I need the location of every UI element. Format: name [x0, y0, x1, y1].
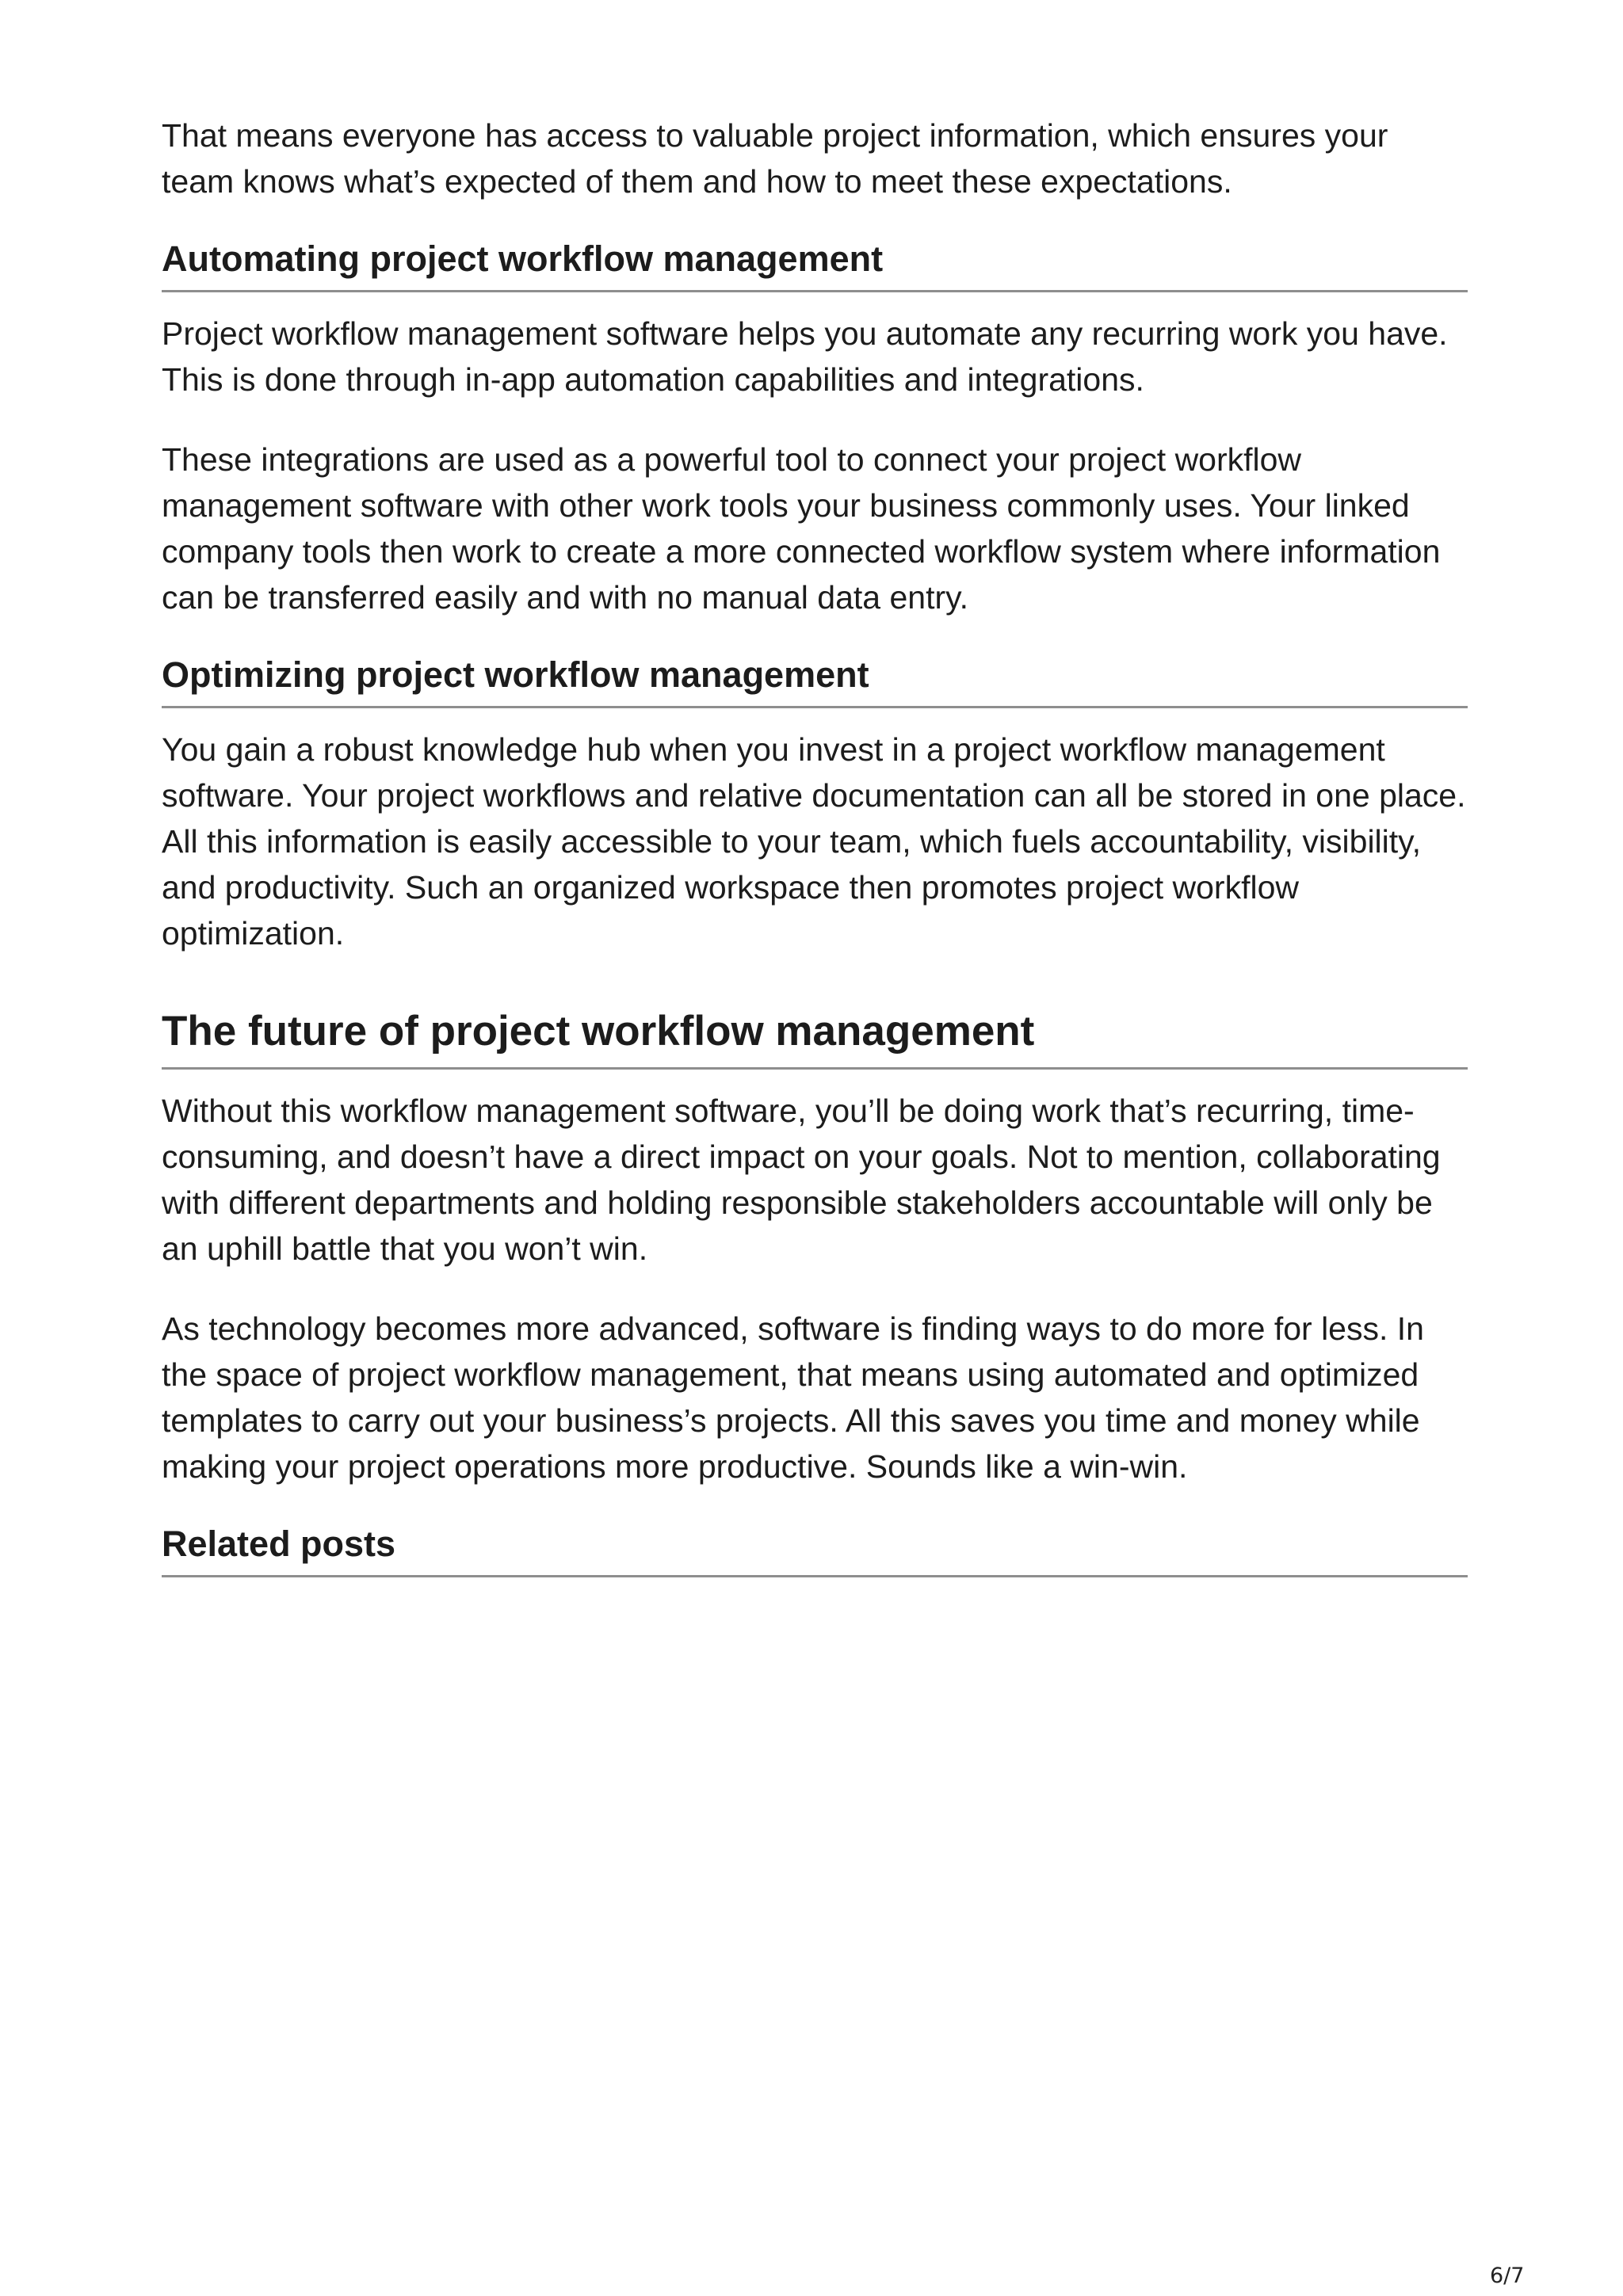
automating-paragraph-2: These integrations are used as a powerful tool to connect your project workflow management software with other work tools your business commonly uses. Your linked company tools then work to create a more connected workflow system where information can be transferred easily and with no manual data entry.: [162, 441, 1441, 616]
future-paragraph-2: As technology becomes more advanced, software is finding ways to do more for less. In the space of project workflow management, that means using automated and optimized templates to carry out your business’s projects. All this saves you time and money while making your project operations more productive. Sounds like a win-win.: [162, 1310, 1424, 1485]
page-number: 6/7: [1490, 2264, 1525, 2288]
future-paragraph-1: Without this workflow management software, you’ll be doing work that’s recurring, time-consuming, and doesn’t have a direct impact on your goals. Not to mention, collaborating with different departments and holding responsible stakeholders accountable will only be an uphill battle that you won’t win.: [162, 1093, 1441, 1267]
automating-paragraph-1: Project workflow management software helps you automate any recurring work you have. This is done through in-app automation capabilities and integrations.: [162, 315, 1448, 398]
heading-automating: Automating project workflow management: [162, 236, 1468, 292]
heading-related-posts: Related posts: [162, 1521, 1468, 1577]
intro-paragraph: That means everyone has access to valuable project information, which ensures your team knows what’s expected of them and how to meet these expectations.: [162, 117, 1388, 200]
optimizing-paragraph-1: You gain a robust knowledge hub when you invest in a project workflow management software. Your project workflows and relative documentation can all be stored in one place. All this information is easily accessible to your team, which fuels accountability, visibility, and productivity. Such an organized workspace then promotes project workflow optimization.: [162, 731, 1466, 952]
heading-optimizing: Optimizing project workflow management: [162, 652, 1468, 708]
article-body: [162, 113, 1468, 1577]
heading-future: The future of project workflow management: [162, 1005, 1468, 1070]
